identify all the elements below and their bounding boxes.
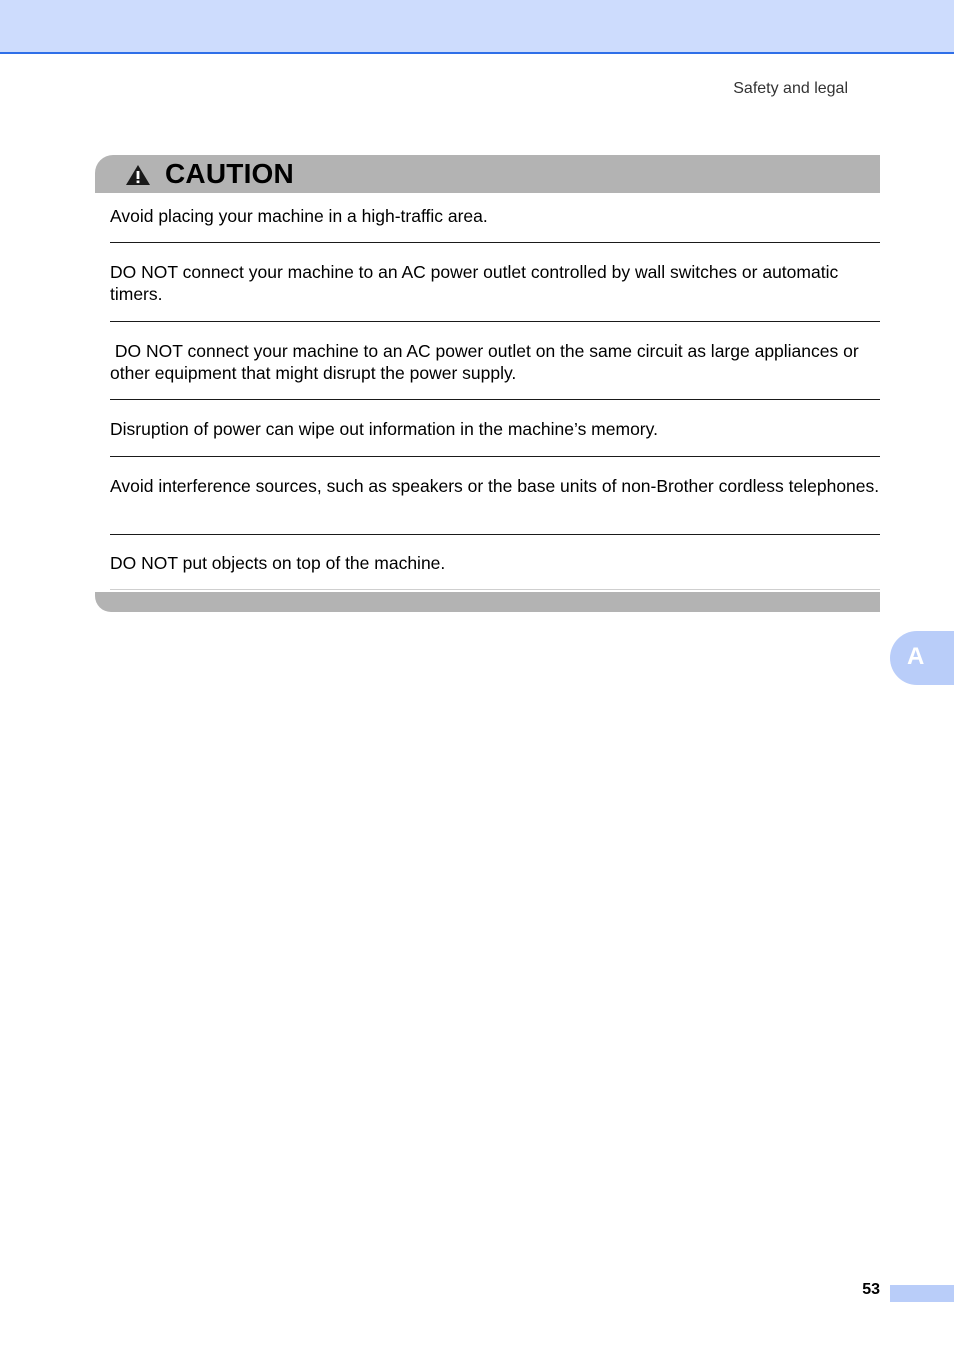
caution-item: DO NOT connect your machine to an AC power outlet controlled by wall switches or automatic timers. [110,243,880,322]
caution-item: DO NOT put objects on top of the machine. [110,535,880,590]
caution-item: Avoid interference sources, such as speakers or the base units of non-Brother cordless telephones. [110,457,880,535]
warning-triangle-icon [125,164,151,186]
caution-item: Disruption of power can wipe out information in the machine’s memory. [110,400,880,457]
caution-item: Avoid placing your machine in a high-traffic area. [110,193,880,243]
page-number-bar [890,1285,954,1302]
caution-footer-bar [95,592,880,612]
caution-list [110,193,880,590]
running-header-section-title: Safety and legal [733,80,848,97]
caution-title: CAUTION [165,158,294,189]
top-header-band [0,0,954,54]
caution-item: DO NOT connect your machine to an AC power outlet on the same circuit as large appliances or other equipment that might disrupt the power supply. [110,322,880,400]
page-number: 53 [862,1281,880,1298]
chapter-side-tab-label: A [907,643,925,670]
chapter-side-tab [890,631,954,685]
caution-header-bar [95,155,880,193]
